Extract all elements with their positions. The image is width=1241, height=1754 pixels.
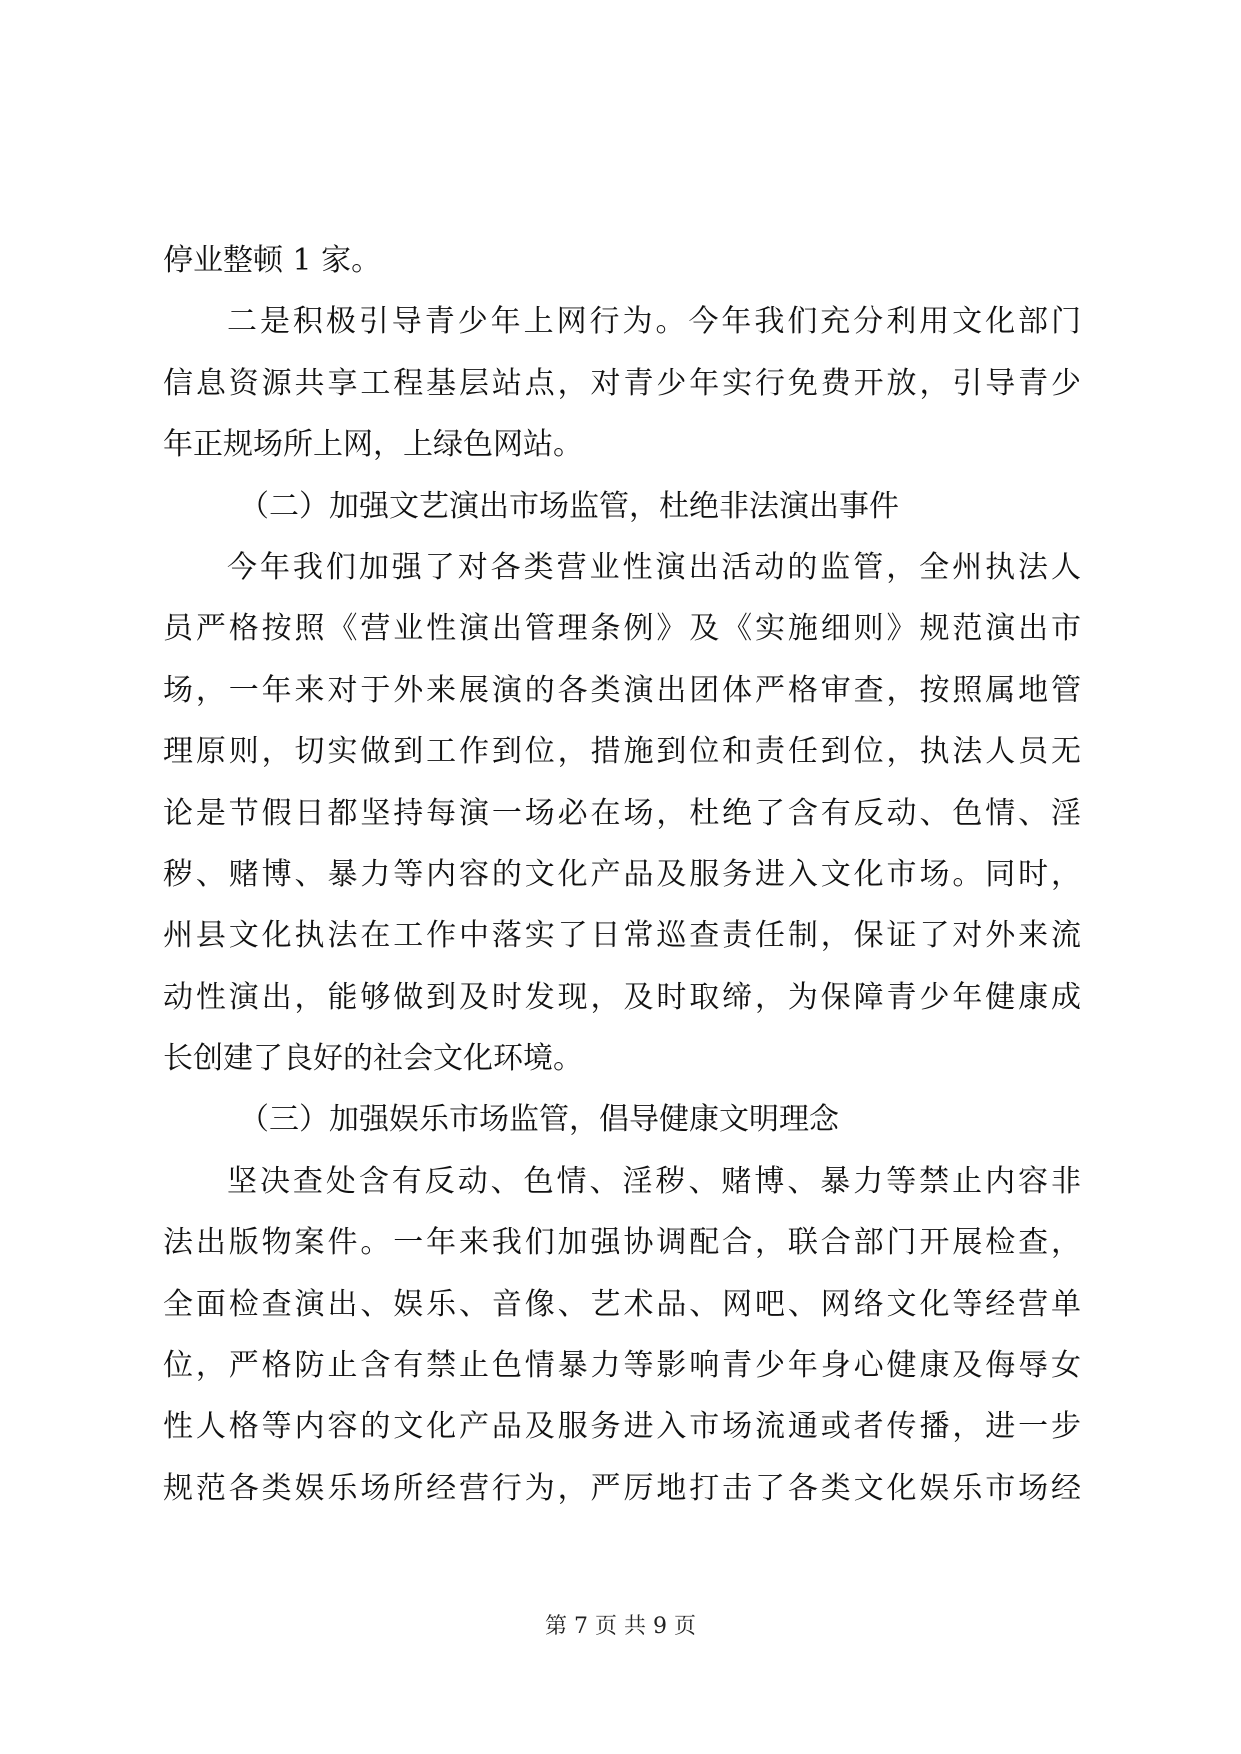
text-line: 理原则，切实做到工作到位，措施到位和责任到位，执法人员无: [163, 734, 1081, 770]
text-line: 法出版物案件。一年来我们加强协调配合，联合部门开展检查，: [163, 1225, 1081, 1261]
text-line: 全面检查演出、娱乐、音像、艺术品、网吧、网络文化等经营单: [163, 1286, 1081, 1322]
section-heading: （三）加强娱乐市场监管，倡导健康文明理念: [239, 1102, 839, 1138]
text-line: 信息资源共享工程基层站点，对青少年实行免费开放，引导青少: [163, 365, 1081, 401]
document-body: [163, 230, 1081, 1519]
text-line: 动性演出，能够做到及时发现，及时取缔，为保障青少年健康成: [163, 979, 1081, 1015]
text-line: 长创建了良好的社会文化环境。: [163, 1041, 583, 1077]
text-line: 秽、赌博、暴力等内容的文化产品及服务进入文化市场。同时，: [163, 856, 1081, 892]
text-line: 坚决查处含有反动、色情、淫秽、赌博、暴力等禁止内容非: [227, 1163, 1081, 1199]
text-line: 员严格按照《营业性演出管理条例》及《实施细则》规范演出市: [163, 611, 1081, 647]
text-line: 年正规场所上网，上绿色网站。: [163, 427, 583, 463]
text-line: 场，一年来对于外来展演的各类演出团体严格审查，按照属地管: [163, 672, 1081, 708]
text-line: 今年我们加强了对各类营业性演出活动的监管，全州执法人: [227, 549, 1081, 585]
text-line: 停业整顿 1 家。: [163, 243, 382, 278]
text-line: 州县文化执法在工作中落实了日常巡查责任制，保证了对外来流: [163, 918, 1081, 954]
text-line: 二是积极引导青少年上网行为。今年我们充分利用文化部门: [227, 304, 1081, 340]
text-line: 规范各类娱乐场所经营行为，严厉地打击了各类文化娱乐市场经: [163, 1470, 1081, 1506]
text-line: 性人格等内容的文化产品及服务进入市场流通或者传播，进一步: [163, 1409, 1081, 1445]
text-line: 位，严格防止含有禁止色情暴力等影响青少年身心健康及侮辱女: [163, 1348, 1081, 1384]
page-number-footer: 第 7 页 共 9 页: [545, 1614, 696, 1639]
text-line: 论是节假日都坚持每演一场必在场，杜绝了含有反动、色情、淫: [163, 795, 1081, 831]
section-heading: （二）加强文艺演出市场监管，杜绝非法演出事件: [239, 488, 899, 524]
